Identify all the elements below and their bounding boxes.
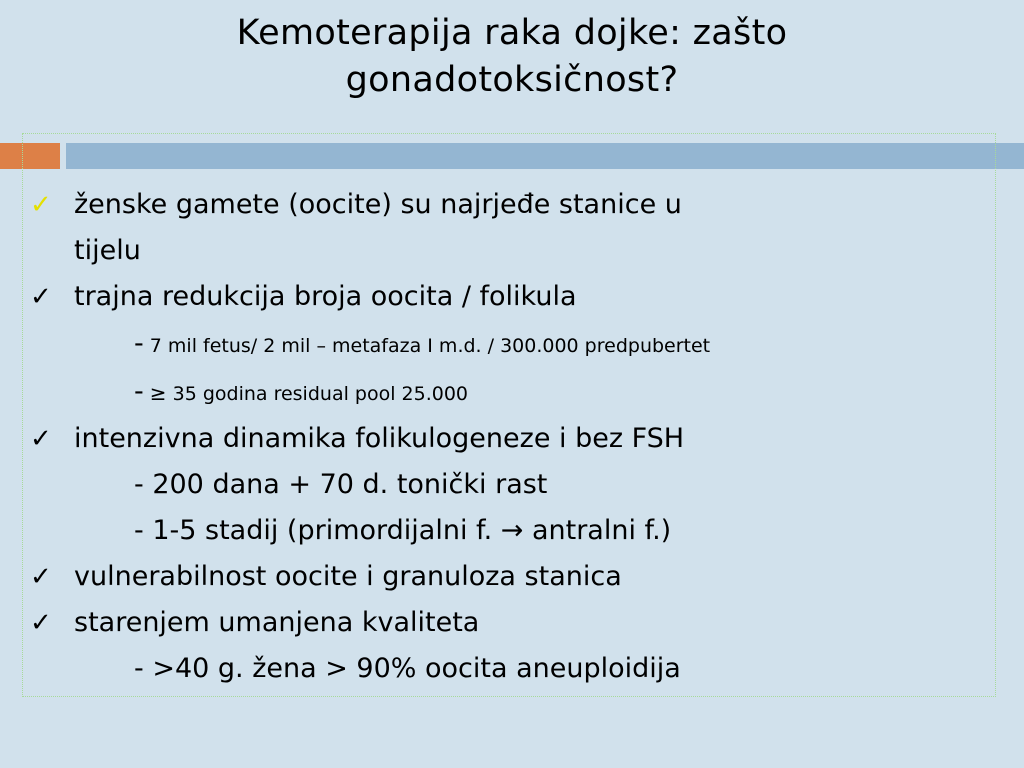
dash: - — [134, 376, 144, 407]
bullet-2-sub-2 — [30, 368, 990, 416]
bullet-1-text-cont: tijelu — [74, 235, 141, 266]
slide-title — [0, 10, 1024, 104]
bullet-2-sub-1 — [30, 320, 990, 368]
bullet-1 — [30, 182, 990, 228]
sub-text: 7 mil fetus/ 2 mil – metafaza I m.d. / 300.000 predpubertet — [149, 335, 711, 357]
bullet-2 — [30, 274, 990, 320]
title-line-2: gonadotoksičnost? — [345, 60, 679, 100]
bullet-1-text: ženske gamete (oocite) su najrjeđe stanice u — [74, 189, 682, 220]
bullet-1-continuation — [30, 228, 990, 274]
bullet-2-text: trajna redukcija broja oocita / folikula — [74, 281, 577, 312]
checkmark-icon: ✓ — [30, 282, 52, 312]
sub-text: - 200 dana + 70 d. tonički rast — [134, 469, 548, 500]
bullet-3 — [30, 416, 990, 462]
bullet-5-text: starenjem umanjena kvaliteta — [74, 607, 480, 638]
sub-text: 35 godina residual pool 25.000 — [172, 383, 469, 405]
bullet-5-sub-1 — [30, 646, 990, 692]
checkmark-icon: ✓ — [30, 424, 52, 454]
bullet-3-text: intenzivna dinamika folikulogeneze i bez FSH — [74, 423, 685, 454]
bullet-list — [30, 182, 990, 692]
bullet-4 — [30, 554, 990, 600]
checkmark-icon: ✓ — [30, 608, 52, 638]
bullet-3-sub-2 — [30, 508, 990, 554]
sub-text: - >40 g. žena > 90% oocita aneuploidija — [134, 653, 681, 684]
bullet-5 — [30, 600, 990, 646]
bullet-4-text: vulnerabilnost oocite i granuloza stanica — [74, 561, 622, 592]
sub-text: - 1-5 stadij (primordijalni f. → antralni f.) — [134, 515, 672, 546]
title-line-1: Kemoterapija raka dojke: zašto — [236, 13, 788, 53]
ge-symbol: ≥ — [149, 381, 167, 405]
dash: - — [134, 328, 144, 359]
checkmark-icon: ✓ — [30, 562, 52, 592]
checkmark-icon: ✓ — [30, 190, 52, 220]
bullet-3-sub-1 — [30, 462, 990, 508]
